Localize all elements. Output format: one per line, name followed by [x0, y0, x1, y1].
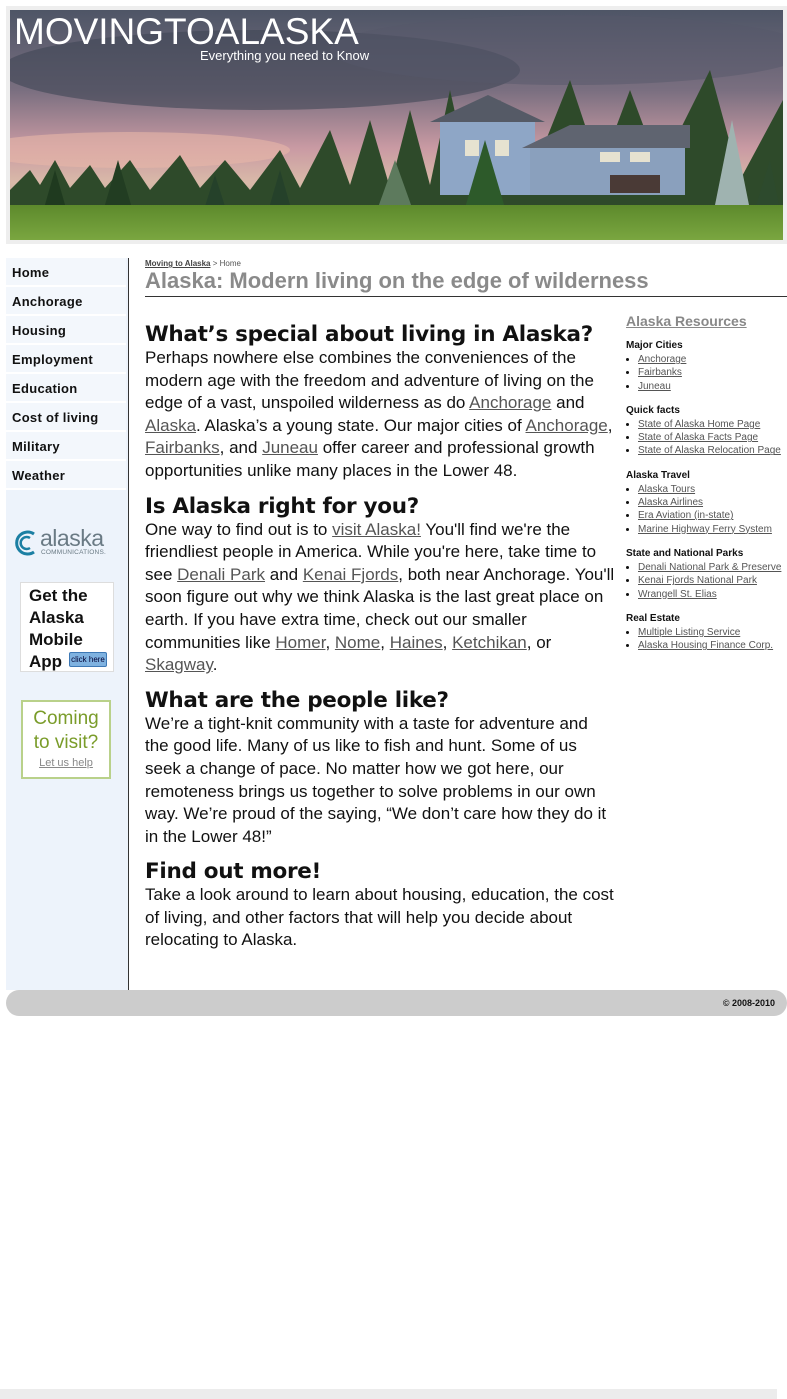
list-item: [638, 626, 787, 639]
nav-item-education[interactable]: Education: [6, 374, 126, 403]
section-text-special: Perhaps nowhere else combines the conveniences of the modern age with the freedom and adventure of living on the edge of a vast, unspoiled wilderness as do Anchorage and Alaska. Alaska’s a young state. Our major cities of Anchorage, Fairbanks, and Juneau offer career and professional growth opportunities unlike many places in the Lower 48.: [145, 348, 613, 480]
list-item: [638, 431, 787, 444]
resource-link-state-home[interactable]: State of Alaska Home Page: [638, 418, 761, 430]
list-item: [638, 509, 787, 522]
section-heading-find-out-more: Find out more!: [145, 859, 322, 885]
nav-item-anchorage[interactable]: Anchorage: [6, 287, 126, 316]
resource-link-state-relocation[interactable]: State of Alaska Relocation Page: [638, 445, 781, 457]
resource-link-alaska-tours[interactable]: Alaska Tours: [638, 483, 696, 495]
list-item: [638, 639, 787, 652]
list-item: [638, 574, 787, 587]
link-fairbanks[interactable]: Fairbanks: [145, 438, 220, 458]
resources-title[interactable]: Alaska Resources: [626, 313, 747, 329]
breadcrumb-separator: >: [212, 259, 218, 268]
resource-link-mls[interactable]: Multiple Listing Service: [638, 626, 741, 638]
resource-group-heading: State and National Parks: [626, 547, 744, 559]
list-item: [638, 418, 787, 431]
list-item: [638, 561, 787, 574]
visit-ad-line-2: to visit?: [33, 732, 99, 753]
list-item: [638, 483, 787, 496]
breadcrumb: [145, 259, 241, 268]
nav-item-weather[interactable]: Weather: [6, 461, 126, 490]
section-text-right-for-you: One way to find out is to visit Alaska! You'll find we're the friendliest people in America. While you're here, take time to see Denali Park and Kenai Fjords, both near Anchorage. You'll soon figure out why we think Alaska is the last great place on earth. If you have extra time, check out our smaller communities like Homer, Nome, Haines, Ketchikan, or Skagway.: [145, 519, 615, 675]
alaska-communications-sub: COMMUNICATIONS.: [41, 549, 106, 556]
sidebar: [6, 258, 129, 990]
link-denali-park[interactable]: Denali Park: [177, 564, 266, 584]
resource-link-era-aviation[interactable]: Era Aviation (in-state): [638, 510, 734, 522]
list-item: [638, 366, 787, 379]
footer: [6, 990, 787, 1016]
site-tagline: Everything you need to Know: [200, 48, 370, 63]
link-anchorage-city[interactable]: Anchorage: [525, 415, 608, 435]
nav-item-housing[interactable]: Housing: [6, 316, 126, 345]
link-ketchikan[interactable]: Ketchikan: [452, 632, 527, 652]
nav-item-military[interactable]: Military: [6, 432, 126, 461]
let-us-help-link[interactable]: Let us help: [39, 757, 93, 769]
resource-group-quick-facts: [626, 405, 787, 458]
main-content: [145, 322, 615, 963]
section-text-find-out-more: Take a look around to learn about housing, education, the cost of living, and other factors that will help you decide about relocating to Alaska.: [145, 885, 614, 950]
nav-item-employment[interactable]: Employment: [6, 345, 126, 374]
resource-group-heading: Major Cities: [626, 340, 683, 351]
link-alaska[interactable]: Alaska: [145, 415, 197, 435]
link-haines[interactable]: Haines: [389, 632, 443, 652]
resource-link-ferry-system[interactable]: Marine Highway Ferry System: [638, 523, 772, 535]
app-ad-line-2: Alaska: [29, 608, 84, 627]
list-item: [638, 380, 787, 393]
site-banner: [6, 6, 787, 244]
resource-group-major-cities: [626, 340, 787, 393]
resource-link-fairbanks[interactable]: Fairbanks: [638, 367, 682, 379]
breadcrumb-home-link[interactable]: Moving to Alaska: [145, 259, 211, 268]
resource-group-real-estate: [626, 613, 787, 653]
alaska-communications-ad[interactable]: [12, 524, 122, 558]
nav-item-home[interactable]: Home: [6, 258, 126, 287]
resource-link-wrangell[interactable]: Wrangell St. Elias: [638, 588, 717, 600]
resource-group-heading: Alaska Travel: [626, 469, 690, 481]
resource-group-heading: Real Estate: [626, 612, 680, 624]
resources-panel: [626, 313, 787, 664]
resource-group-parks: [626, 548, 787, 601]
app-click-here-button[interactable]: click here: [69, 652, 107, 667]
resource-link-state-facts[interactable]: State of Alaska Facts Page: [638, 432, 759, 444]
link-anchorage[interactable]: Anchorage: [469, 393, 552, 413]
link-homer[interactable]: Homer: [275, 632, 326, 652]
resource-group-travel: [626, 470, 787, 536]
section-heading-right-for-you: Is Alaska right for you?: [145, 493, 419, 519]
visit-ad-line-1: Coming: [33, 708, 99, 729]
resource-link-juneau[interactable]: Juneau: [638, 380, 671, 392]
list-item: [638, 523, 787, 536]
list-item: [638, 496, 787, 509]
coming-to-visit-ad[interactable]: [21, 700, 111, 779]
link-skagway[interactable]: Skagway: [145, 655, 213, 675]
list-item: [638, 353, 787, 366]
link-nome[interactable]: Nome: [334, 632, 381, 652]
mobile-app-ad[interactable]: [20, 582, 114, 672]
page-title: Alaska: Modern living on the edge of wilderness: [145, 268, 787, 297]
site-title[interactable]: MOVINGTOALASKA: [14, 11, 359, 52]
resource-group-heading: Quick facts: [626, 404, 680, 416]
resource-link-denali[interactable]: Denali National Park & Preserve: [638, 561, 782, 573]
nav-item-cost-of-living[interactable]: Cost of living: [6, 403, 126, 432]
app-ad-line-3: Mobile: [29, 630, 83, 649]
resource-link-alaska-airlines[interactable]: Alaska Airlines: [638, 497, 704, 509]
link-juneau[interactable]: Juneau: [262, 438, 318, 458]
alaska-communications-wordmark: alaska: [40, 525, 104, 551]
alaska-communications-logo-icon: [12, 528, 42, 558]
section-heading-special: What’s special about living in Alaska?: [145, 322, 593, 347]
breadcrumb-current: Home: [219, 259, 241, 268]
app-ad-line-4: App: [29, 652, 63, 671]
section-heading-people: What are the people like?: [145, 687, 449, 713]
section-text-people: We’re a tight-knit community with a taste for adventure and the good life. Many of us like to fish and hunt. Some of us seek a change of pace. No matter how we got here, our remoteness brings us together to solve problems in our own way. We’re proud of the saying, “We don’t care how they do it in the Lower 48!”: [145, 713, 607, 846]
app-ad-line-1: Get the: [29, 586, 88, 605]
bottom-strip: [0, 1389, 777, 1399]
resource-link-anchorage[interactable]: Anchorage: [638, 354, 687, 365]
resource-link-kenai-fjords[interactable]: Kenai Fjords National Park: [638, 575, 757, 587]
link-visit-alaska[interactable]: visit Alaska!: [332, 519, 421, 539]
copyright-text: © 2008-2010: [722, 998, 775, 1008]
list-item: [638, 588, 787, 601]
list-item: [638, 444, 787, 457]
resource-link-housing-finance[interactable]: Alaska Housing Finance Corp.: [638, 640, 774, 652]
link-kenai-fjords[interactable]: Kenai Fjords: [302, 564, 399, 584]
